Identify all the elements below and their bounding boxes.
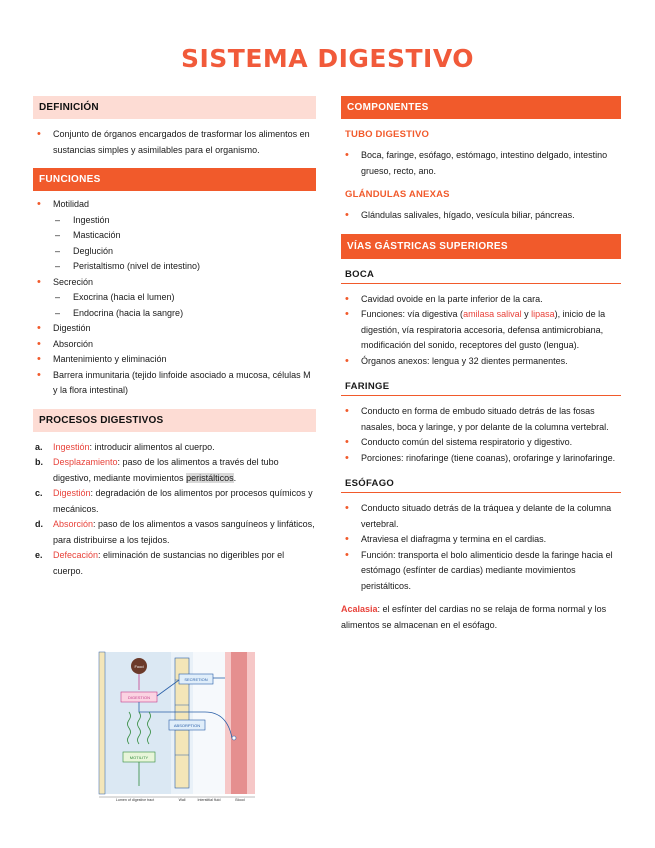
term: Absorción xyxy=(53,519,94,529)
list-item: • Conducto en forma de embudo situado detrás de las fosas nasales, boca y laringe, y por delante de la columna vertebral. xyxy=(341,404,621,435)
highlighted-word: peristálticos xyxy=(186,472,234,483)
faringe-list xyxy=(341,404,621,466)
interstitial-label: Interstitial fluid xyxy=(197,798,221,802)
list-item: e. Defecación: eliminación de sustancias no digeribles por el cuerpo. xyxy=(35,550,285,576)
definicion-header: DEFINICIÓN xyxy=(33,96,316,119)
diagram-svg xyxy=(97,650,257,810)
list-item: – Ingestión xyxy=(53,213,316,229)
digestion-label: DIGESTION xyxy=(127,695,151,700)
acalasia-term: Acalasia xyxy=(341,604,378,614)
glandulas-list xyxy=(341,208,621,224)
list-item: – Exocrina (hacia el lumen) xyxy=(53,290,316,306)
secrecion-label: Secreción xyxy=(53,276,94,287)
list-item: • Atraviesa el diafragma y termina en el cardias. xyxy=(341,532,621,548)
absorption-label: ABSORPTION xyxy=(173,723,201,728)
list-item: • Conducto situado detrás de la tráquea y delante de la columna vertebral. xyxy=(341,501,621,532)
list-item: a. Ingestión: introducir alimentos al cuerpo. xyxy=(35,441,215,452)
list-item: • Glándulas salivales, hígado, vesícula biliar, páncreas. xyxy=(341,208,621,224)
boca-list xyxy=(341,292,621,370)
right-column xyxy=(341,96,621,633)
boca-header: BOCA xyxy=(341,269,621,284)
list-item xyxy=(33,197,316,275)
glandulas-title: GLÁNDULAS ANEXAS xyxy=(345,189,450,200)
list-item: – Deglución xyxy=(53,244,316,260)
tubo-digestivo-title: TUBO DIGESTIVO xyxy=(345,129,430,140)
page-title: SISTEMA DIGESTIVO xyxy=(180,44,475,73)
esofago-header: ESÓFAGO xyxy=(341,478,621,493)
list-item: • Absorción xyxy=(33,337,316,353)
list-item: • Función: transporta el bolo alimenticio desde la faringe hacia el estómago (esfínter de cardias) mediante movimientos peristálticos. xyxy=(341,548,621,595)
amilasa-term: amilasa salival xyxy=(463,309,522,319)
acalasia-note: Acalasia: el esfínter del cardias no se relaja de forma normal y los alimentos se almacenan en el esófago. xyxy=(341,604,607,630)
term: Ingestión xyxy=(53,441,90,452)
list-item: • Barrera inmunitaria (tejido linfoide asociado a mucosa, células M y la flora intestinal) xyxy=(33,368,316,399)
faringe-header: FARINGE xyxy=(341,381,621,396)
list-item xyxy=(33,275,316,322)
list-item: b. Desplazamiento: paso de los alimentos a través del tubo digestivo, mediante movimientos peristálticos. xyxy=(35,457,279,483)
definicion-list xyxy=(33,127,316,158)
tubo-list xyxy=(341,148,621,179)
list-item: • Mantenimiento y eliminación xyxy=(33,352,316,368)
list-item: – Masticación xyxy=(53,228,316,244)
esofago-list xyxy=(341,501,621,594)
funciones-header: FUNCIONES xyxy=(33,168,316,191)
secrecion-sublist xyxy=(53,290,316,321)
list-item: • Porciones: rinofaringe (tiene coanas), orofaringe y larinofaringe. xyxy=(341,451,621,467)
food-label: Food xyxy=(134,664,144,669)
list-item: – Endocrina (hacia la sangre) xyxy=(53,306,316,322)
blood-vessel xyxy=(231,652,247,794)
term: Defecación xyxy=(53,550,99,560)
motility-label: MOTILITY xyxy=(129,755,149,760)
list-item: • Cavidad ovoide en la parte inferior de la cara. xyxy=(341,292,621,308)
list-item: c. Digestión: degradación de los alimentos por procesos químicos y mecánicos. xyxy=(35,488,313,514)
list-item: – Peristaltismo (nivel de intestino) xyxy=(53,259,316,275)
list-item: • Digestión xyxy=(33,321,316,337)
lumen-label: Lumen of digestive tract xyxy=(115,798,155,802)
wall-label: Wall xyxy=(178,798,186,802)
list-item: • Boca, faringe, esófago, estómago, intestino delgado, intestino grueso, recto, ano. xyxy=(341,148,621,179)
term: Digestión xyxy=(53,488,91,498)
componentes-header: COMPONENTES xyxy=(341,96,621,119)
funciones-list xyxy=(33,197,316,399)
secretion-label: SECRETION xyxy=(184,677,208,682)
lumen-area xyxy=(99,652,171,794)
motilidad-sublist xyxy=(53,213,316,275)
list-item: • Conjunto de órganos encargados de trasformar los alimentos en sustancias simples y asimilables para el organismo. xyxy=(33,127,316,158)
term: Desplazamiento xyxy=(53,457,118,467)
procesos-header: PROCESOS DIGESTIVOS xyxy=(33,409,316,432)
procesos-list xyxy=(33,440,316,580)
motilidad-label: Motilidad xyxy=(53,199,90,209)
list-item: • Conducto común del sistema respiratorio y digestivo. xyxy=(341,435,621,451)
vias-header: VÍAS GÁSTRICAS SUPERIORES xyxy=(341,234,621,259)
list-item: • Funciones: vía digestiva (amilasa salival y lipasa), inicio de la digestión, vía respiratoria accesoria, defensa antimicrobiana, modificación del sonido, receptores del gusto (lengua). xyxy=(341,307,621,354)
list-item: d. Absorción: paso de los alimentos a vasos sanguíneos y linfáticos, para distribuirse a los tejidos. xyxy=(35,519,315,545)
lipasa-term: lipasa xyxy=(531,309,555,319)
left-column xyxy=(33,96,316,579)
digestive-process-diagram xyxy=(97,650,257,810)
list-item: • Órganos anexos: lengua y 32 dientes permanentes. xyxy=(341,354,621,370)
blood-label: Blood xyxy=(235,798,245,802)
